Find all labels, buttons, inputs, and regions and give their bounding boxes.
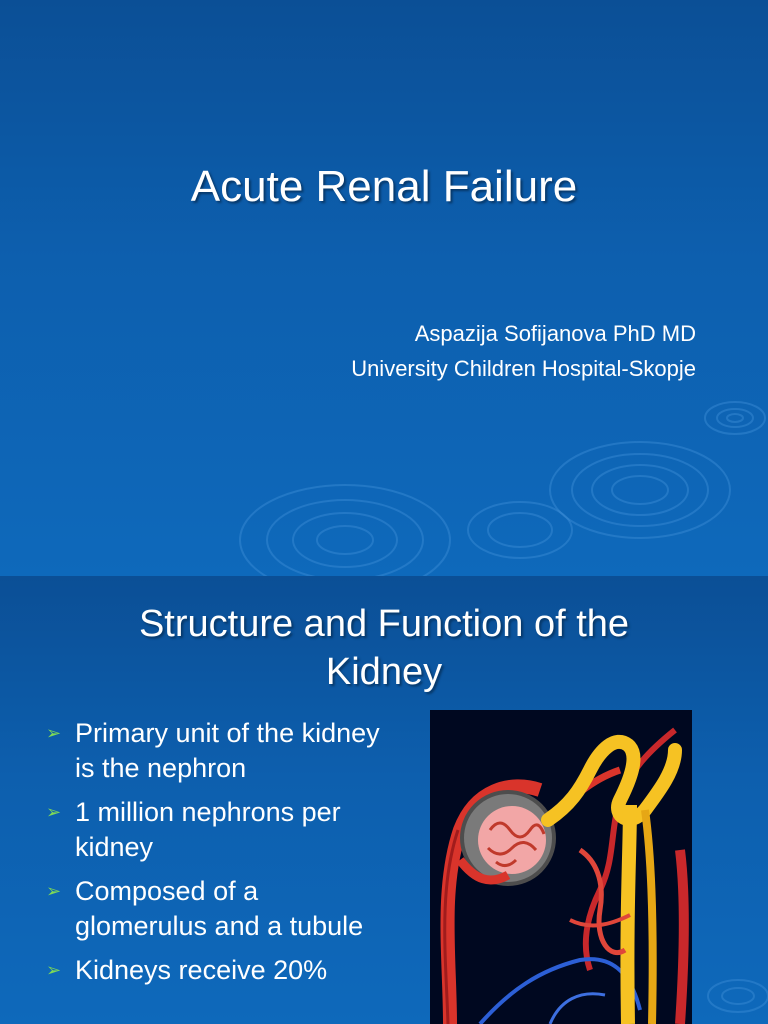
chevron-right-icon: ➢ xyxy=(46,802,62,822)
bullet-item xyxy=(42,953,387,988)
bullet-item xyxy=(42,716,387,786)
slide-title xyxy=(0,600,768,696)
slide-title-line: Structure and Function of the xyxy=(138,603,630,645)
author-block xyxy=(351,316,696,386)
bullet-text: Kidneys receive 20% xyxy=(75,955,328,985)
nephron-illustration xyxy=(430,710,692,1024)
chevron-right-icon: ➢ xyxy=(46,881,62,901)
bullet-text: Primary unit of the kidney is the nephron xyxy=(75,718,380,783)
slide-title-line: Kidney xyxy=(325,651,443,693)
bullet-list xyxy=(42,716,387,997)
bullet-text: 1 million nephrons per kidney xyxy=(75,797,341,862)
bullet-text: Composed of a glomerulus and a tubule xyxy=(75,876,364,941)
content-slide xyxy=(0,576,768,1024)
author-affiliation: University Children Hospital-Skopje xyxy=(351,356,696,381)
bullet-item xyxy=(42,874,387,944)
chevron-right-icon: ➢ xyxy=(46,960,62,980)
author-name: Aspazija Sofijanova PhD MD xyxy=(414,321,696,346)
bullet-item xyxy=(42,795,387,865)
chevron-right-icon: ➢ xyxy=(46,723,62,743)
slide-title: Acute Renal Failure xyxy=(190,162,578,211)
